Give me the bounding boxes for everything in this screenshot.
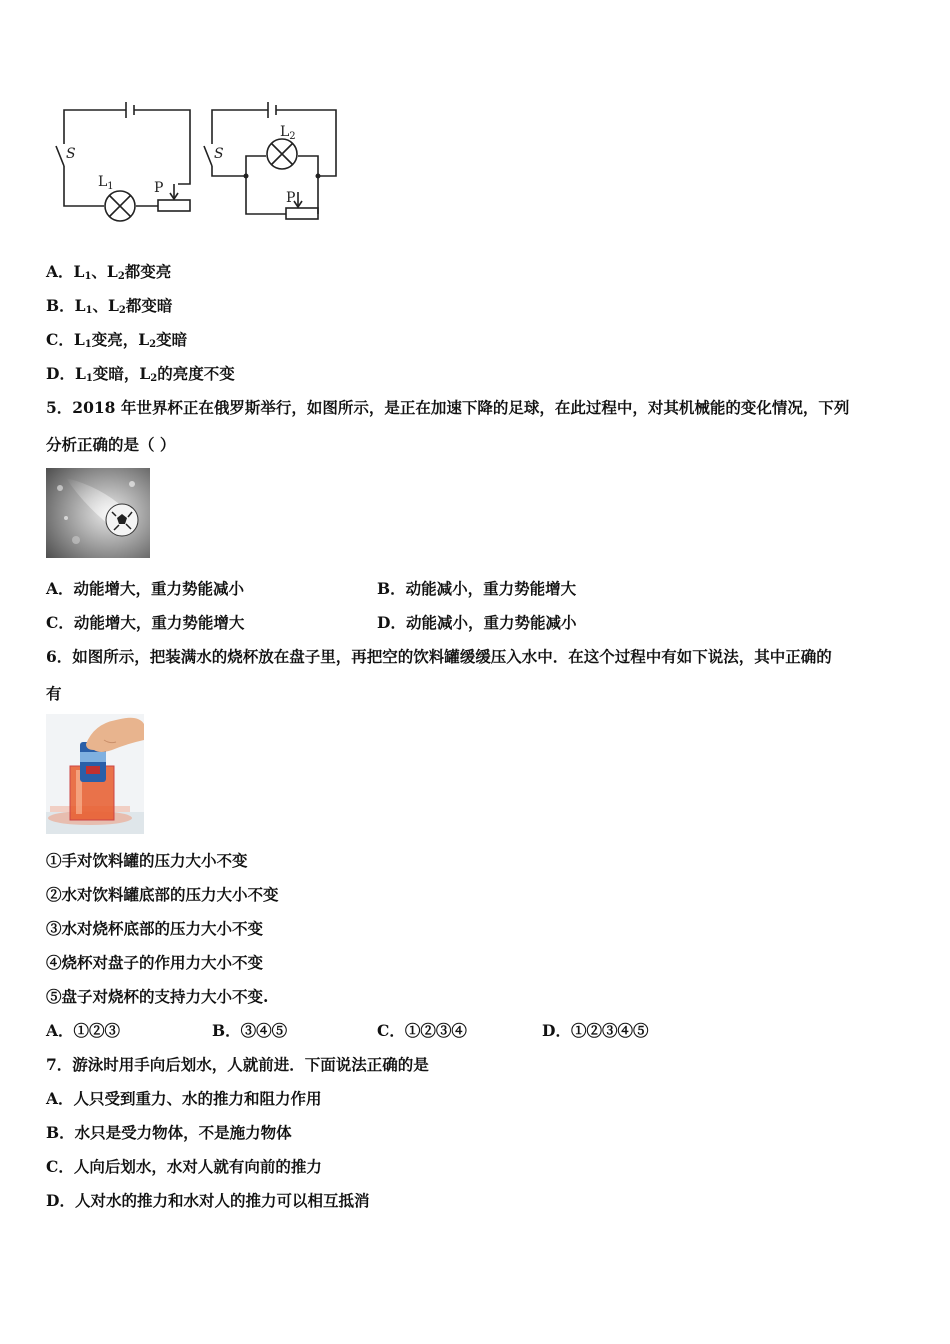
rheostat-right [286,208,318,219]
q6-statement-1: ①手对饮料罐的压力大小不变 [46,851,248,870]
q4-option-d: D．$L_1$变暗，$L_2$的亮度不变 [46,364,235,384]
q7-option-b: B．水只是受力物体，不是施力物体 [46,1123,292,1142]
right-switch [204,146,212,166]
q5-option-a: A．动能增大，重力势能减小 [46,579,245,598]
beaker-and-can-photo [46,714,144,834]
q5-option-d: D．动能减小，重力势能减小 [377,613,577,632]
q5-option-c: C．动能增大，重力势能增大 [46,613,245,632]
q6-stem-line2: 有 [46,684,62,703]
q4-option-b: B．$L_1$、$L_2$都变暗 [46,296,173,316]
left-switch [56,146,64,166]
slider-p2-label: P [286,190,296,206]
switch-s1-label: S [66,146,76,162]
q6-option-c: C．①②③④ [377,1021,467,1040]
q6-statement-2: ②水对饮料罐底部的压力大小不变 [46,885,279,904]
q4-option-a: A．$L_1$、$L_2$都变亮 [46,262,172,282]
q4-option-c: C．$L_1$变亮，$L_2$变暗 [46,330,188,350]
rheostat-left [158,200,190,211]
lamp-l1-label: $L_1$ [98,174,114,192]
q6-option-b: B．③④⑤ [212,1021,288,1040]
q6-statement-3: ③水对烧杯底部的压力大小不变 [46,919,264,938]
q5-stem-line2: 分析正确的是（ ） [46,435,176,454]
q5-option-b: B．动能减小，重力势能增大 [377,579,577,598]
q7-option-a: A．人只受到重力、水的推力和阻力作用 [46,1089,322,1108]
q6-statement-5: ⑤盘子对烧杯的支持力大小不变. [46,987,269,1006]
q6-stem-line1: 6．如图所示，把装满水的烧杯放在盘子里，再把空的饮料罐缓缓压入水中．在这个过程中有如下说法，其中正确的 [46,647,832,666]
slider-p1-label: P [154,180,164,196]
circuit-diagrams [46,96,346,226]
falling-soccer-ball-photo [46,468,150,558]
lamp-l2-label: $L_2$ [280,124,296,142]
q6-option-d: D．①②③④⑤ [542,1021,649,1040]
left-circuit-wire [64,110,190,206]
switch-s2-label: S [214,146,224,162]
q7-option-d: D．人对水的推力和水对人的推力可以相互抵消 [46,1191,370,1210]
q6-option-a: A．①②③ [46,1021,121,1040]
q7-option-c: C．人向后划水，水对人就有向前的推力 [46,1157,322,1176]
q7-stem: 7．游泳时用手向后划水，人就前进．下面说法正确的是 [46,1055,429,1074]
q6-statement-4: ④烧杯对盘子的作用力大小不变 [46,953,264,972]
q5-stem-line1: 5．2018 年世界杯正在俄罗斯举行，如图所示，是正在加速下降的足球，在此过程中，对其机械能的变化情况，下列 [46,398,850,417]
